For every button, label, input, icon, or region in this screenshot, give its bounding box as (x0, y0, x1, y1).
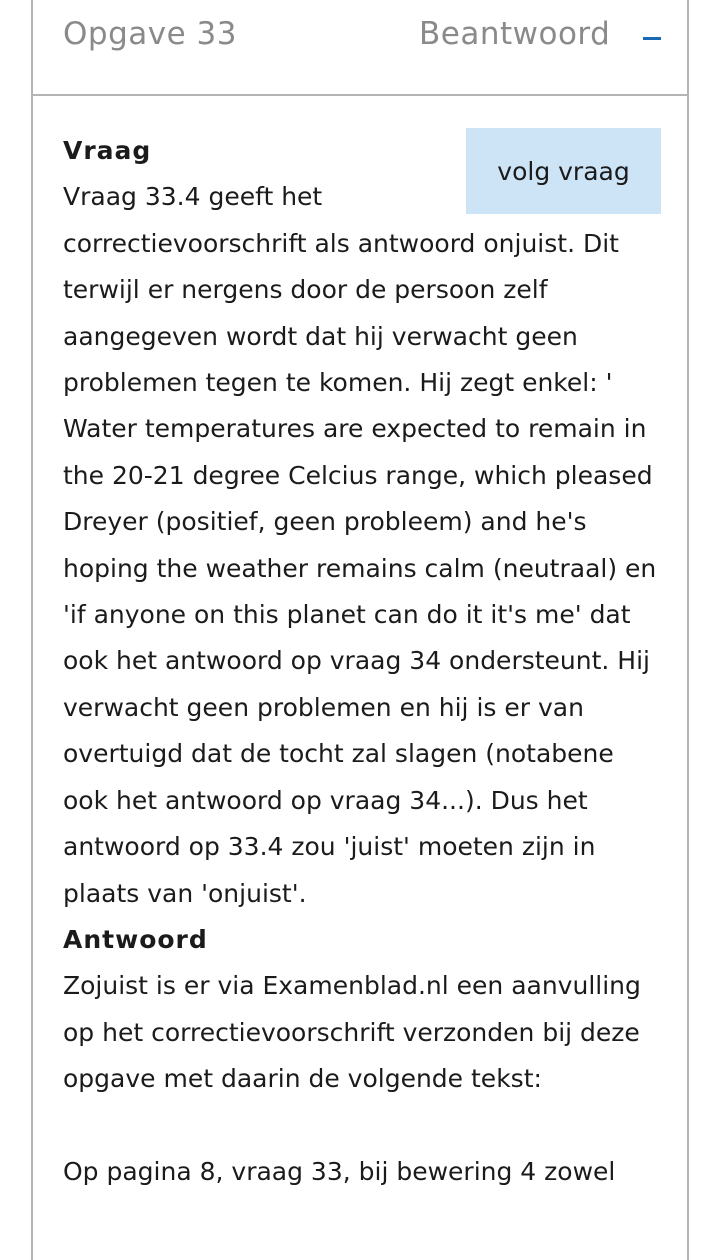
card-header[interactable] (33, 0, 687, 96)
follow-question-button[interactable]: volg vraag (466, 128, 661, 214)
opgave-title: Opgave 33 (63, 16, 237, 52)
answer-text-continued: Op pagina 8, vraag 33, bij bewering 4 zowel (63, 1156, 616, 1186)
card-content (63, 128, 663, 1195)
question-text: Vraag 33.4 geeft het correctievoorschrift als antwoord onjuist. Dit terwijl er nergens door de persoon zelf aangegeven wordt dat hij verwacht geen problemen tegen te komen. Hij zegt enkel: ' Water temperatures are expected to remain in the 20-21 degree Celcius range, which pleased Dreyer (positief, geen probleem) and he's hoping the weather remains calm (neutraal) en 'if anyone on this planet can do it it's me' dat ook het antwoord op vraag 34 ondersteunt. Hij verwacht geen problemen en hij is er van overtuigd dat de tocht zal slagen (notabene ook het antwoord op vraag 34...). Dus het antwoord op 33.4 zou 'juist' moeten zijn in plaats van 'onjuist'. (63, 182, 657, 908)
status-label: Beantwoord (419, 16, 611, 52)
paragraph-gap (63, 1103, 663, 1149)
answer-heading: Antwoord (63, 924, 208, 954)
question-heading: Vraag (63, 136, 152, 165)
minus-icon[interactable] (642, 24, 661, 52)
answer-text: Zojuist is er via Examenblad.nl een aanvulling op het correctievoorschrift verzonden bij deze opgave met daarin de volgende tekst: (63, 971, 641, 1094)
question-card (31, 0, 689, 1260)
